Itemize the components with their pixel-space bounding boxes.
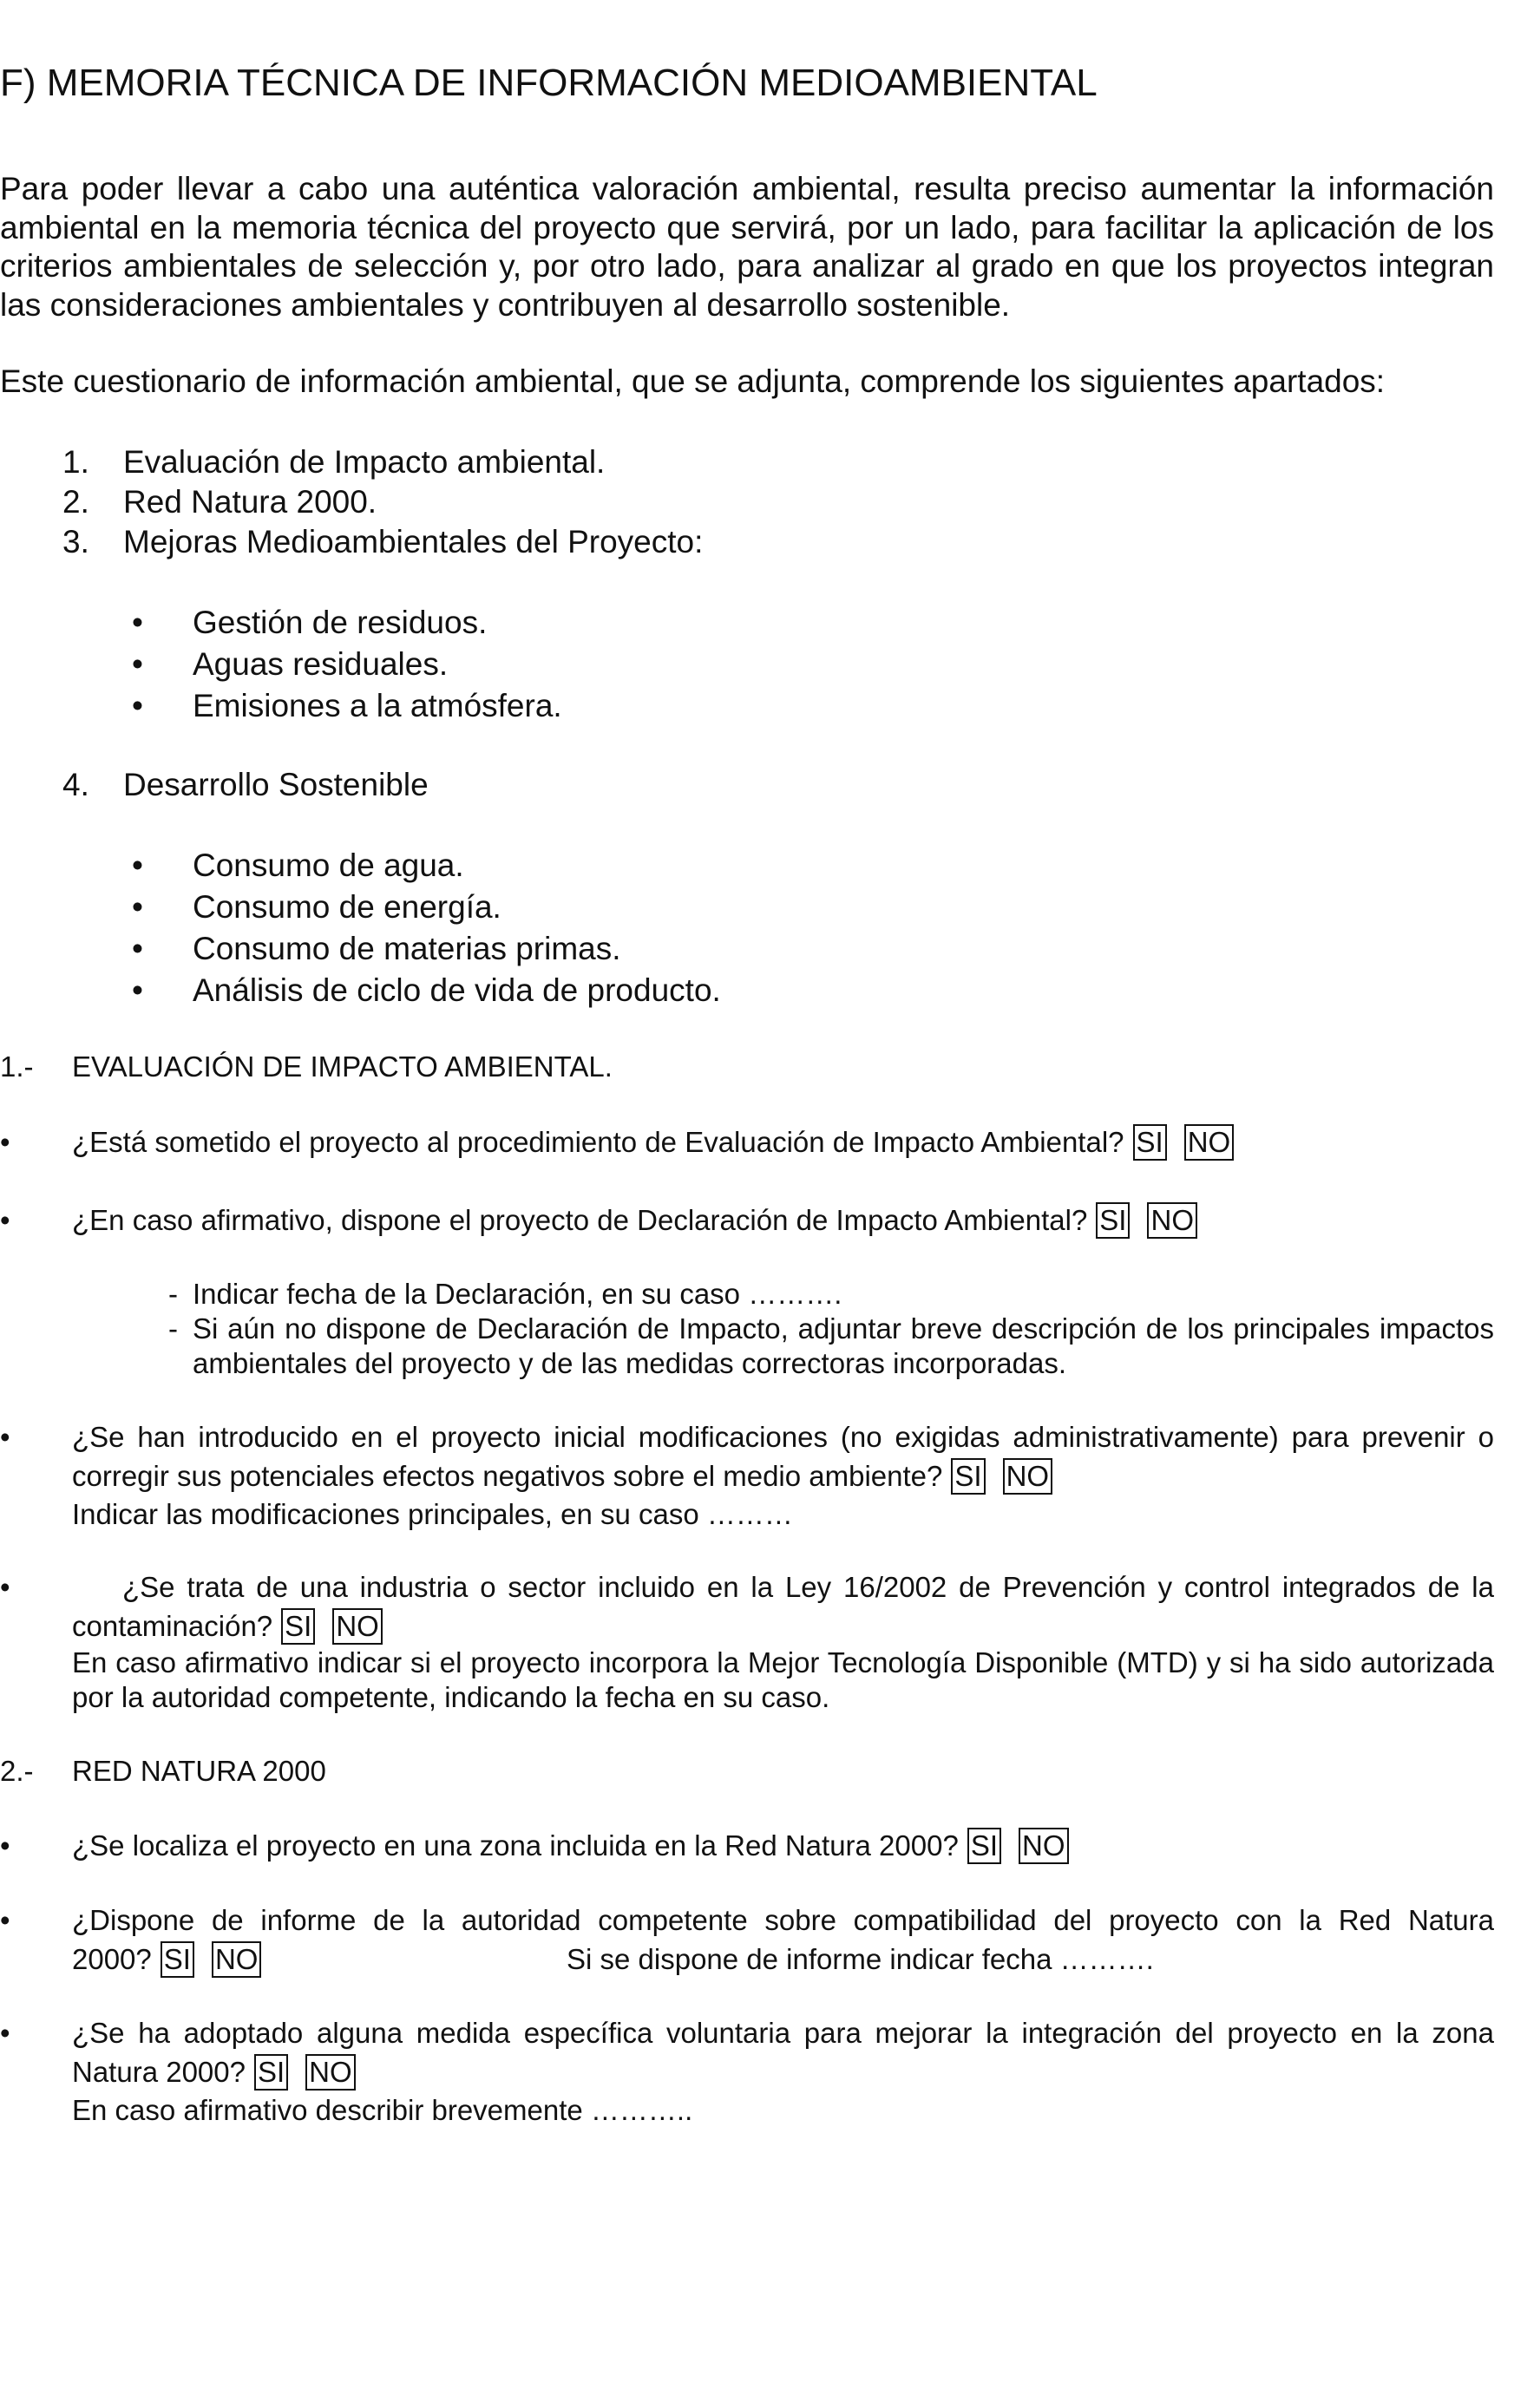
bullet-icon: •: [132, 972, 143, 1008]
bullet-icon: •: [0, 1829, 10, 1862]
bullet-icon: •: [132, 931, 143, 966]
question-note: Indicar las modificaciones principales, en su caso ………: [72, 1498, 793, 1530]
bullet-icon: •: [0, 1904, 10, 1936]
intro-paragraph: Para poder llevar a cabo una auténtica valoración ambiental, resulta preciso aumentar la información ambiental en la memoria técnica del proyecto que servirá, por un lado, para facilitar la aplicación de los criterios ambientales de selección y, por otro lado, para analizar al grado en que los proyectos integran las consideraciones ambientales y contribuyen al desarrollo sostenible.: [0, 171, 1494, 323]
question-note: En caso afirmativo indicar si el proyecto incorpora la Mejor Tecnología Disponible (MTD) y si ha sido autorizada por la autoridad competente, indicando la fecha en su caso.: [72, 1646, 1494, 1713]
bullet-icon: •: [132, 646, 143, 682]
question-text: ¿Se ha adoptado alguna medida específica voluntaria para mejorar la integración del proyecto en la zona Natura 2000?: [72, 2017, 1494, 2088]
question-text: ¿Se han introducido en el proyecto inicial modificaciones (no exigidas administrativamente) para prevenir o corregir sus potenciales efectos negativos sobre el medio ambiente?: [72, 1421, 1494, 1492]
yes-checkbox[interactable]: SI: [951, 1458, 985, 1495]
sub-item: - Si aún no dispone de Declaración de Impacto, adjuntar breve descripción de los principales impactos ambientales del proyecto y de las medidas correctoras incorporadas.: [168, 1312, 1494, 1379]
no-checkbox[interactable]: NO: [1184, 1124, 1235, 1161]
bullet-icon: •: [132, 688, 143, 723]
no-checkbox[interactable]: NO: [1003, 1458, 1053, 1495]
no-checkbox[interactable]: NO: [1147, 1202, 1197, 1239]
question-note: En caso afirmativo describir brevemente ………..: [72, 2094, 693, 2126]
section-heading: 2.- RED NATURA 2000: [0, 1755, 326, 1787]
no-checkbox[interactable]: NO: [305, 2054, 356, 2091]
yes-checkbox[interactable]: SI: [967, 1828, 1001, 1864]
question-text: ¿Dispone de informe de la autoridad competente sobre compatibilidad del proyecto con la Red Natura: [72, 1904, 1494, 1936]
yes-checkbox[interactable]: SI: [1133, 1124, 1167, 1161]
question-text: 2000?: [72, 1942, 152, 1975]
question-note: Si se dispone de informe indicar fecha ……….: [567, 1942, 1154, 1975]
bullet-icon: •: [0, 1204, 10, 1236]
yes-checkbox[interactable]: SI: [1096, 1202, 1130, 1239]
no-checkbox[interactable]: NO: [212, 1941, 262, 1978]
question-text: ¿Está sometido el proyecto al procedimiento de Evaluación de Impacto Ambiental?: [72, 1126, 1124, 1158]
question-text: ¿En caso afirmativo, dispone el proyecto de Declaración de Impacto Ambiental?: [72, 1204, 1088, 1236]
question-text: ¿Se localiza el proyecto en una zona incluida en la Red Natura 2000?: [72, 1829, 959, 1862]
page-title: F) MEMORIA TÉCNICA DE INFORMACIÓN MEDIOAMBIENTAL: [0, 62, 1098, 104]
bullet-icon: •: [0, 1571, 10, 1603]
question-text: ¿Se trata de una industria o sector incluido en la Ley 16/2002 de Prevención y control integrados de la contaminación?: [72, 1571, 1494, 1642]
no-checkbox[interactable]: NO: [1019, 1828, 1069, 1864]
yes-checkbox[interactable]: SI: [161, 1941, 194, 1978]
yes-checkbox[interactable]: SI: [254, 2054, 288, 2091]
bullet-icon: •: [0, 1126, 10, 1158]
bullet-icon: •: [0, 2017, 10, 2049]
bullet-icon: •: [132, 847, 143, 883]
sub-item: - Indicar fecha de la Declaración, en su caso ……….: [168, 1278, 842, 1310]
document-page: F) MEMORIA TÉCNICA DE INFORMACIÓN MEDIOAMBIENTAL Para poder llevar a cabo una auténtica valoración ambiental, resulta preciso aumentar la información ambiental en la memoria técnica del proyecto que servirá, por un lado, para facilitar la aplicación de los criterios ambientales de selección y, por otro lado, para analizar al grado en que los proyectos integran las consideraciones ambientales y contribuyen al desarrollo sostenible. Este cuestionario de información ambiental, que se adjunta, comprende los siguientes apartados: 1. Evaluación de Impacto ambiental. 2. Red Natura 2000. 3. Mejoras Medioambientales del Proyecto: • Gestión de residuos. • Aguas residuales. • Emisiones a la atmósfera. 4. Desarrollo Sostenible • Consumo de agua. • Consumo de energía. • Consumo de materias primas. • Análisis de ciclo de vida de producto. 1.- EVALUACIÓN DE IMPACTO AMBIENTAL. • ¿Está sometido el proyecto al procedimiento de Evaluación de Impacto Ambiental? SI NO • ¿En caso afirmativo, dispone el proyecto de Declaración de Impacto Ambiental? SI NO - Indicar fecha de la Declaración, en su caso ………. - Si aún no dispone de Declaración de Impacto, adjuntar breve descripción de los principales impactos ambientales del proyecto y de las medidas correctoras incorporadas. • ¿Se han introducido en el proyecto inicial modificaciones (no exigidas administrativamente) para prevenir o corregir sus potenciales efectos negativos sobre el medio ambiente? SI NO Indicar las modificaciones principales, en su caso ……… • ¿Se trata de una industria o sector incluido en la Ley 16/2002 de Prevención y control integrados de la contaminación? SI NO En caso afirmativo indicar si el proyecto incorpora la Mejor Tecnología Disponible (MTD) y si ha sido autorizada por la autoridad competente, indicando la fecha en su caso. 2.- RED NATURA 2000 • ¿Se localiza el proyecto en una zona incluida en la Red Natura 2000? SI NO • ¿Dispone de informe de la autoridad competente sobre compatibilidad del proyecto con la Red Natura 2000? SI NO Si se dispone de informe indicar fecha ………. • ¿Se ha adoptado alguna medida específica voluntaria para mejorar la integración del proyecto en la zona Natura 2000? SI NO En caso afirmativo describir brevemente ………..: [0, 0, 1514, 2408]
section-heading: 1.- EVALUACIÓN DE IMPACTO AMBIENTAL.: [0, 1050, 613, 1083]
lead-paragraph: Este cuestionario de información ambiental, que se adjunta, comprende los siguientes apartados:: [0, 363, 1386, 399]
bullet-icon: •: [132, 889, 143, 925]
bullet-icon: •: [132, 605, 143, 640]
no-checkbox[interactable]: NO: [332, 1608, 383, 1645]
bullet-icon: •: [0, 1421, 10, 1453]
yes-checkbox[interactable]: SI: [281, 1608, 315, 1645]
